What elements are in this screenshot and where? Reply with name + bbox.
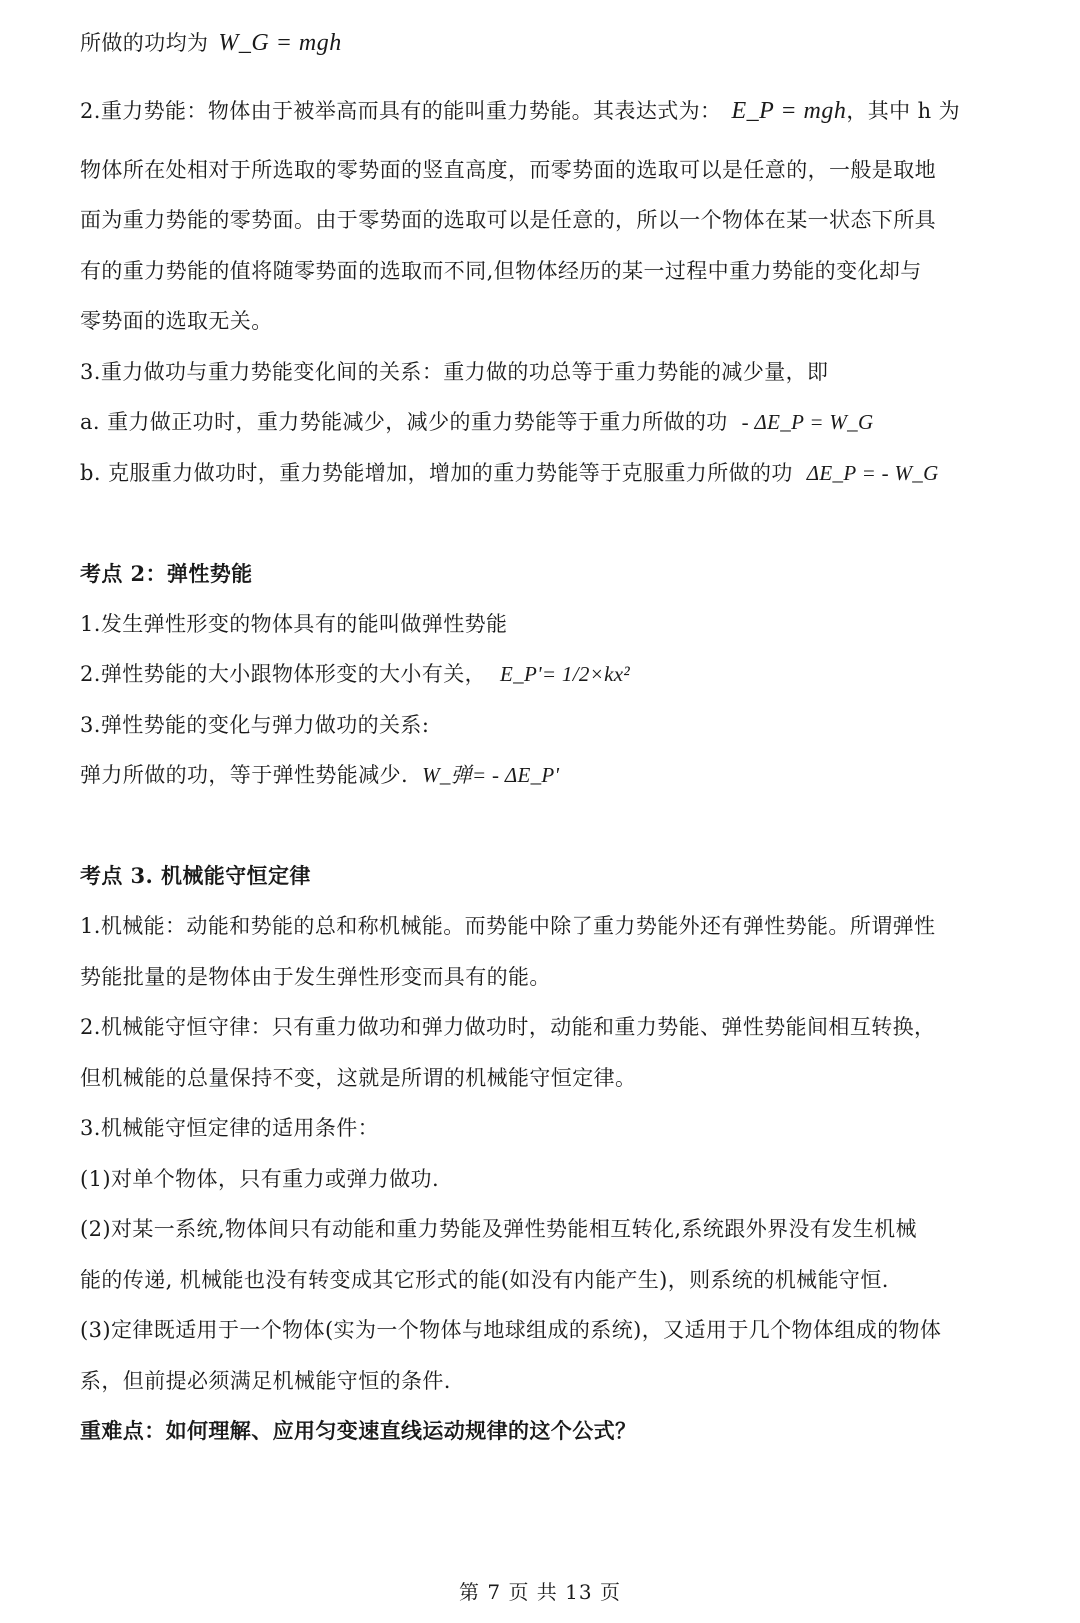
line-text: 所做的功均为: [80, 31, 209, 55]
line-text: (3)定律既适用于一个物体(实为一个物体与地球组成的系统)，又适用于几个物体组成的物体: [80, 1318, 942, 1342]
section-heading: [80, 1416, 1000, 1446]
text-line: [80, 458, 1000, 488]
line-text: 能的传递, 机械能也没有转变成其它形式的能(如没有内能产生)，则系统的机械能守恒.: [80, 1268, 889, 1292]
text-line: [80, 96, 1000, 126]
line-text: ，其中 h 为: [846, 99, 961, 123]
text-line: [80, 306, 1000, 336]
line-text: 2.弹性势能的大小跟物体形变的大小有关，: [80, 662, 487, 686]
text-line: [80, 155, 1000, 185]
section-heading: [80, 559, 1000, 589]
text-line: [80, 962, 1000, 992]
line-text: 3.重力做功与重力势能变化间的关系：重力做的功总等于重力势能的减少量，即: [80, 360, 829, 384]
text-line: [80, 1113, 1000, 1143]
line-text: 3.弹性势能的变化与弹力做功的关系:: [80, 713, 430, 737]
text-line: [80, 609, 1000, 639]
text-line: [80, 1214, 1000, 1244]
heading-text: 重难点：如何理解、应用匀变速直线运动规律的这个公式？: [80, 1418, 637, 1443]
line-text: 2.机械能守恒守律：只有重力做功和弹力做功时，动能和重力势能、弹性势能间相互转换，: [80, 1015, 936, 1039]
formula: ΔE_P = - W_G: [806, 461, 939, 485]
line-text: 系，但前提必须满足机械能守恒的条件.: [80, 1369, 451, 1393]
text-line: [80, 1366, 1000, 1396]
text-line: [80, 28, 1000, 58]
formula: W_G = mgh: [218, 30, 342, 56]
line-text: 但机械能的总量保持不变，这就是所谓的机械能守恒定律。: [80, 1066, 637, 1090]
formula: - ΔE_P = W_G: [741, 410, 874, 434]
text-line: [80, 1063, 1000, 1093]
text-line: [80, 659, 1000, 689]
text-line: [80, 710, 1000, 740]
text-line: [80, 256, 1000, 286]
line-text: 物体所在处相对于所选取的零势面的竖直高度，而零势面的选取可以是任意的，一般是取地: [80, 158, 936, 182]
line-text: 有的重力势能的值将随零势面的选取而不同,但物体经历的某一过程中重力势能的变化却与: [80, 259, 922, 283]
heading-text: 考点 2：弹性势能: [80, 561, 253, 586]
formula: E_P = mgh: [731, 98, 847, 124]
line-text: 势能批量的是物体由于发生弹性形变而具有的能。: [80, 965, 551, 989]
formula: E_P'= 1/2×kx²: [500, 662, 630, 686]
line-text: 弹力所做的功，等于弹性势能减少.: [80, 763, 409, 787]
line-text: b. 克服重力做功时，重力势能增加，增加的重力势能等于克服重力所做的功: [80, 461, 793, 485]
line-text: (1)对单个物体，只有重力或弹力做功.: [80, 1167, 440, 1191]
text-line: [80, 1315, 1000, 1345]
heading-text: 考点 3. 机械能守恒定律: [80, 863, 311, 888]
section-heading: [80, 861, 1000, 891]
line-text: 面为重力势能的零势面。由于零势面的选取可以是任意的，所以一个物体在某一状态下所具: [80, 208, 936, 232]
text-line: [80, 1265, 1000, 1295]
text-line: [80, 1012, 1000, 1042]
line-text: 零势面的选取无关。: [80, 309, 273, 333]
text-line: [80, 1164, 1000, 1194]
formula: W_弹= - ΔE_P': [422, 763, 560, 787]
text-line: [80, 911, 1000, 941]
line-text: 1.发生弹性形变的物体具有的能叫做弹性势能: [80, 612, 508, 636]
text-line: [80, 760, 1000, 790]
text-line: [80, 407, 1000, 437]
page-number-footer: 第 7 页 共 13 页: [459, 1580, 621, 1604]
text-line: [80, 357, 1000, 387]
line-text: 2.重力势能：物体由于被举高而具有的能叫重力势能。其表达式为：: [80, 99, 722, 123]
line-text: (2)对某一系统,物体间只有动能和重力势能及弹性势能相互转化,系统跟外界没有发生机械: [80, 1217, 917, 1241]
text-line: [80, 205, 1000, 235]
line-text: 3.机械能守恒定律的适用条件：: [80, 1116, 380, 1140]
line-text: a. 重力做正功时，重力势能减少，减少的重力势能等于重力所做的功: [80, 410, 728, 434]
line-text: 1.机械能：动能和势能的总和称机械能。而势能中除了重力势能外还有弹性势能。所谓弹性: [80, 914, 936, 938]
